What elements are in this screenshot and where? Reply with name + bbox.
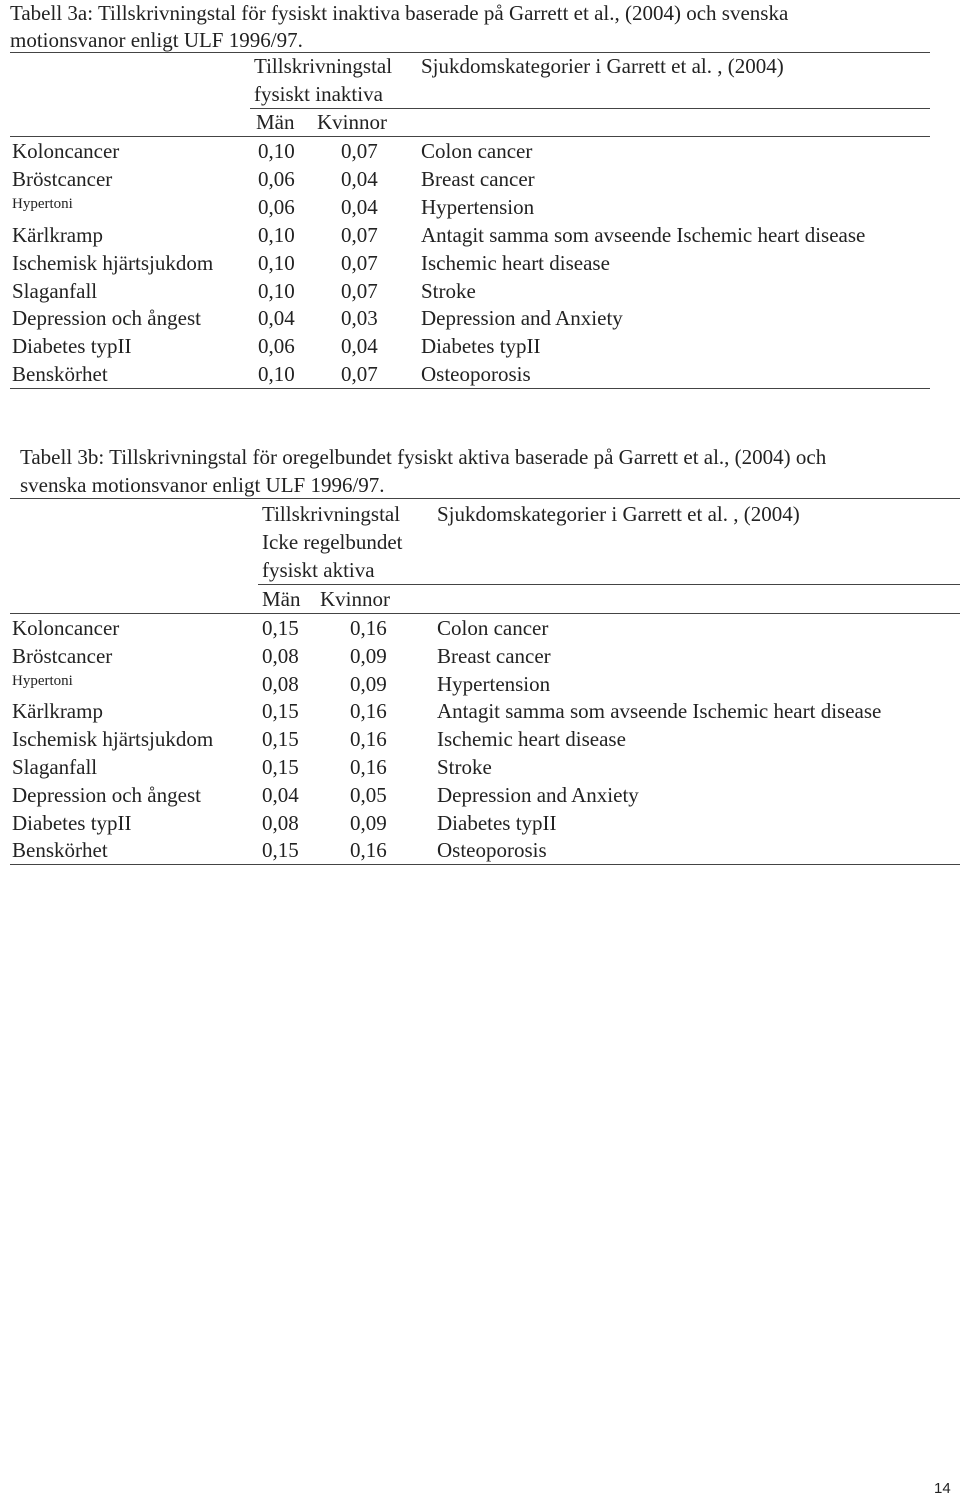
table-b-header-col-a: Tillskrivningstal [262, 502, 401, 526]
table-b-top-rule [10, 498, 960, 499]
value-women: 0,04 [341, 166, 378, 191]
disease-name-sv: Koloncancer [12, 139, 120, 163]
value-women: 0,07 [341, 362, 378, 387]
disease-name-sv: Diabetes typII [12, 334, 132, 359]
disease-name-sv: Bröstcancer [12, 643, 113, 668]
table-b-header-col-a-sub1: Icke regelbundet [262, 530, 403, 554]
value-men: 0,08 [262, 810, 299, 835]
disease-name-sv: Depression och ångest [12, 782, 201, 807]
table-b-caption-line1: Tabell 3b: Tillskrivningstal för oregelbundet fysiskt aktiva baserade på Garrett et al., (2004) och [20, 445, 827, 469]
value-women: 0,16 [350, 699, 387, 724]
value-women: 0,07 [341, 139, 378, 163]
disease-name-sv: Slaganfall [12, 278, 98, 303]
value-women: 0,09 [350, 643, 387, 668]
table-a-header-col-b: Sjukdomskategorier i Garrett et al. , (2004) [421, 54, 784, 78]
value-men: 0,06 [258, 166, 295, 191]
value-women: 0,16 [350, 616, 387, 640]
value-men: 0,10 [258, 139, 295, 163]
table-b-bottom-rule [10, 864, 960, 865]
value-women: 0,16 [350, 838, 387, 863]
table-b-header-men: Män [262, 587, 301, 611]
value-men: 0,08 [262, 643, 299, 668]
disease-category-en: Antagit samma som avseende Ischemic heart disease [437, 699, 882, 724]
value-men: 0,15 [262, 755, 299, 779]
page-number: 14 [934, 1480, 951, 1497]
table-b-caption-line2: svenska motionsvanor enligt ULF 1996/97. [20, 473, 385, 497]
disease-name-sv: Kärlkramp [12, 699, 103, 724]
value-men: 0,15 [262, 699, 299, 724]
disease-category-en: Stroke [437, 755, 492, 779]
disease-name-sv: Hypertoni [12, 672, 73, 689]
disease-category-en: Antagit samma som avseende Ischemic heart disease [421, 222, 866, 247]
disease-category-en: Diabetes typII [421, 334, 541, 359]
value-men: 0,10 [258, 250, 295, 275]
disease-name-sv: Koloncancer [12, 616, 120, 640]
disease-category-en: Colon cancer [437, 616, 549, 640]
disease-category-en: Breast cancer [421, 166, 535, 191]
disease-category-en: Stroke [421, 278, 476, 303]
value-men: 0,15 [262, 727, 299, 752]
value-women: 0,03 [341, 306, 378, 331]
value-women: 0,09 [350, 810, 387, 835]
value-men: 0,04 [262, 782, 299, 807]
disease-category-en: Osteoporosis [421, 362, 531, 387]
disease-category-en: Hypertension [437, 671, 551, 696]
value-women: 0,04 [341, 334, 378, 359]
table-b-caption [20, 444, 960, 498]
disease-category-en: Colon cancer [421, 139, 533, 163]
value-men: 0,10 [258, 222, 295, 247]
disease-category-en: Depression and Anxiety [437, 782, 639, 807]
value-women: 0,07 [341, 250, 378, 275]
value-women: 0,16 [350, 727, 387, 752]
value-women: 0,09 [350, 671, 387, 696]
disease-category-en: Breast cancer [437, 643, 551, 668]
disease-name-sv: Hypertoni [12, 195, 73, 212]
value-women: 0,05 [350, 782, 387, 807]
disease-category-en: Diabetes typII [437, 810, 557, 835]
table-a-header-col-a: Tillskrivningstal [254, 54, 393, 78]
value-men: 0,06 [258, 334, 295, 359]
disease-name-sv: Depression och ångest [12, 306, 201, 331]
disease-name-sv: Ischemisk hjärtsjukdom [12, 250, 214, 275]
disease-name-sv: Diabetes typII [12, 810, 132, 835]
value-men: 0,08 [262, 671, 299, 696]
table-a-caption-line2: motionsvanor enligt ULF 1996/97. [10, 28, 303, 52]
value-men: 0,10 [258, 362, 295, 387]
value-men: 0,15 [262, 838, 299, 863]
table-a-caption-line1: Tabell 3a: Tillskrivningstal för fysiskt inaktiva baserade på Garrett et al., (2004) och svenska [10, 1, 789, 25]
value-men: 0,15 [262, 616, 299, 640]
value-women: 0,07 [341, 222, 378, 247]
table-a-caption [10, 0, 954, 54]
table-a-header-men: Män [256, 110, 295, 134]
disease-category-en: Ischemic heart disease [437, 727, 626, 752]
value-men: 0,04 [258, 306, 295, 331]
value-men: 0,10 [258, 278, 295, 303]
disease-category-en: Osteoporosis [437, 838, 547, 863]
value-women: 0,04 [341, 194, 378, 219]
value-men: 0,06 [258, 194, 295, 219]
disease-category-en: Ischemic heart disease [421, 250, 610, 275]
disease-name-sv: Benskörhet [12, 362, 108, 387]
table-b-header-women: Kvinnor [320, 587, 390, 611]
disease-name-sv: Kärlkramp [12, 222, 103, 247]
value-women: 0,16 [350, 755, 387, 779]
disease-category-en: Depression and Anxiety [421, 306, 623, 331]
table-a-header-women: Kvinnor [317, 110, 387, 134]
table-a-bottom-rule [10, 388, 930, 389]
disease-name-sv: Benskörhet [12, 838, 108, 863]
disease-name-sv: Ischemisk hjärtsjukdom [12, 727, 214, 752]
disease-name-sv: Bröstcancer [12, 166, 113, 191]
value-women: 0,07 [341, 278, 378, 303]
table-b-header-col-a-sub2: fysiskt aktiva [262, 558, 375, 582]
table-a-header-col-a-sub: fysiskt inaktiva [254, 82, 383, 106]
table-b-header-col-b: Sjukdomskategorier i Garrett et al. , (2004) [437, 502, 800, 526]
disease-category-en: Hypertension [421, 194, 535, 219]
disease-name-sv: Slaganfall [12, 755, 98, 779]
